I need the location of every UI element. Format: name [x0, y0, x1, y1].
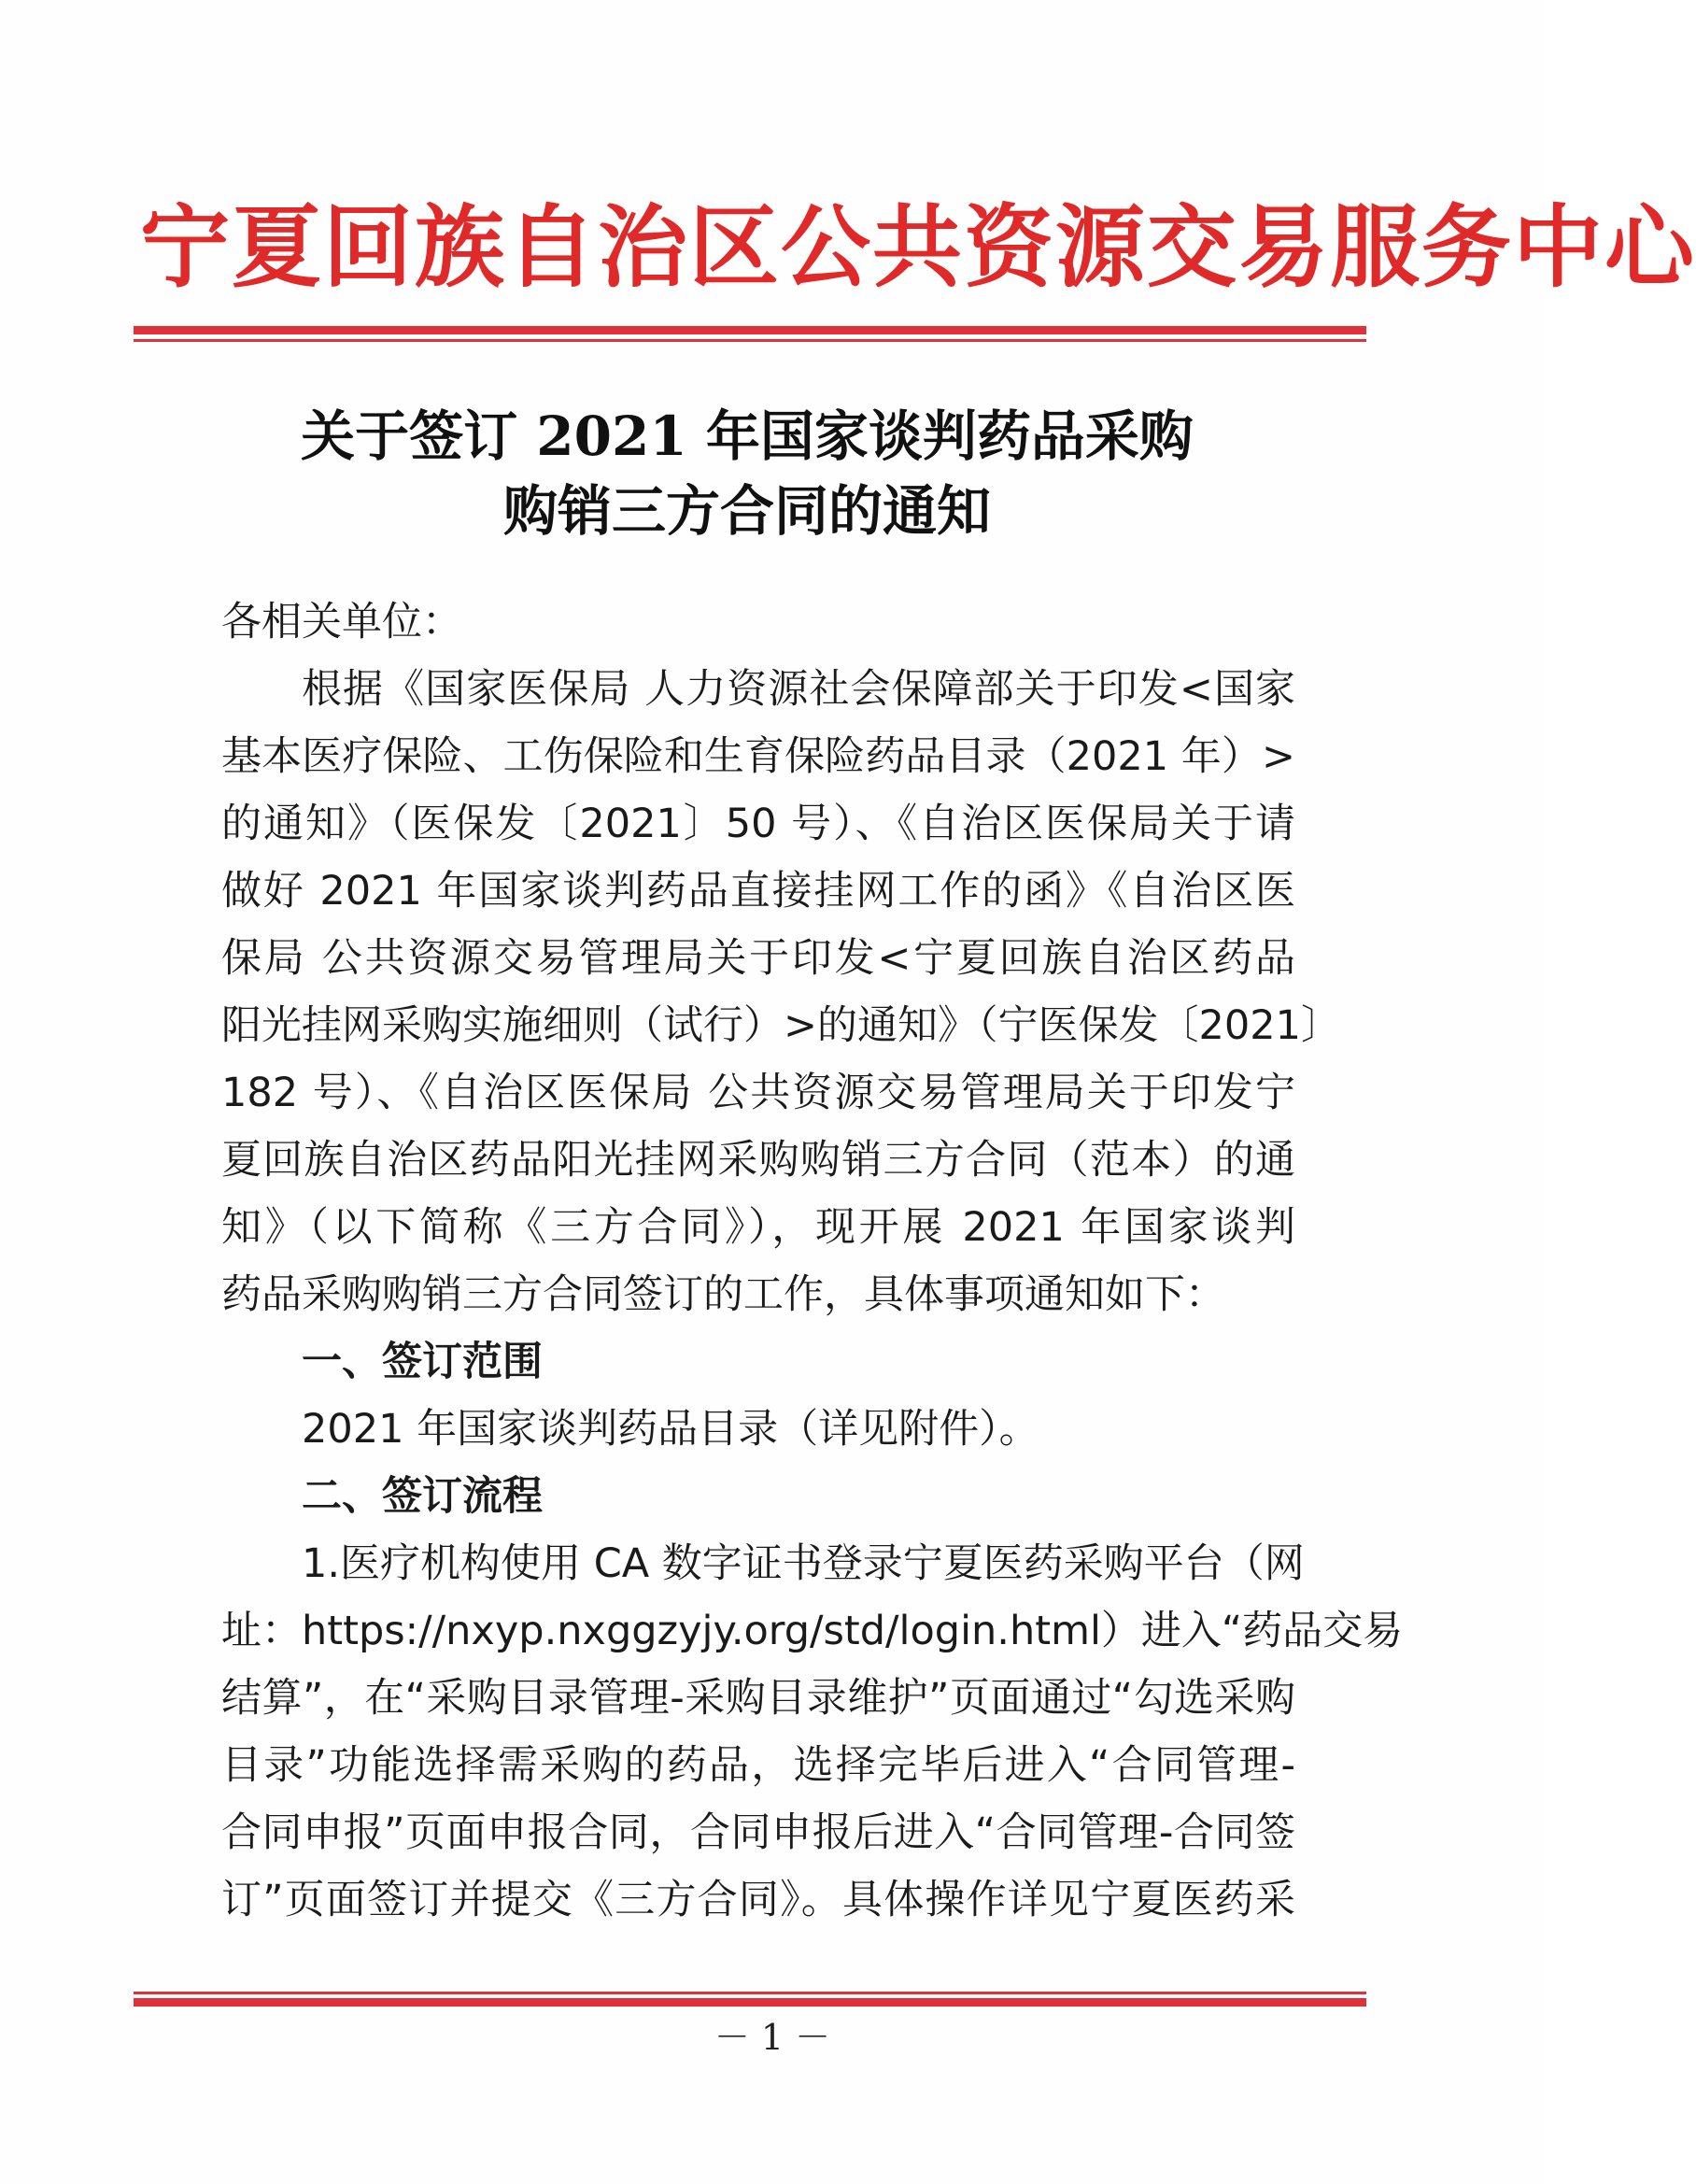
header-rule-thick	[134, 326, 1366, 334]
body-line: 阳光挂网采购实施细则（试行）>的通知》（宁医保发〔2021〕	[221, 1002, 1341, 1049]
section-heading-process: 二、签订流程	[302, 1473, 543, 1520]
page-number: － 1 －	[714, 2017, 831, 2058]
body-line: 结算”，在“采购目录管理-采购目录维护”页面通过“勾选采购	[221, 1675, 1295, 1722]
section-heading-scope: 一、签订范围	[302, 1339, 543, 1385]
footer-rule-thin	[134, 1992, 1366, 1994]
header-rule-thin	[134, 339, 1366, 342]
body-line: 夏回族自治区药品阳光挂网采购购销三方合同（范本）的通	[221, 1137, 1295, 1184]
body-line: 182 号）、《自治区医保局 公共资源交易管理局关于印发宁	[221, 1070, 1295, 1116]
body-line: 药品采购购销三方合同签订的工作，具体事项通知如下：	[221, 1271, 1225, 1318]
body-line: 目录”功能选择需采购的药品，选择完毕后进入“合同管理-	[221, 1742, 1295, 1789]
body-line: 合同申报”页面申报合同，合同申报后进入“合同管理-合同签	[221, 1809, 1295, 1856]
footer-rule-thick	[134, 1998, 1366, 2007]
body-line: 的通知》（医保发〔2021〕50 号）、《自治区医保局关于请	[221, 801, 1295, 847]
body-line: 根据《国家医保局 人力资源社会保障部关于印发<国家	[302, 666, 1295, 713]
document-title-line-2: 购销三方合同的通知	[502, 479, 991, 543]
body-line: 址：https://nxyp.nxggzyjy.org/std/login.html）进入“药品交易	[221, 1608, 1404, 1654]
body-line: 1.医疗机构使用 CA 数字证书登录宁夏医药采购平台（网	[302, 1540, 1305, 1587]
organization-header: 宁夏回族自治区公共资源交易服务中心	[140, 194, 1696, 300]
body-line: 做好 2021 年国家谈判药品直接挂网工作的函》《自治区医	[221, 868, 1295, 915]
body-line: 基本医疗保险、工伤保险和生育保险药品目录（2021 年）>	[221, 733, 1295, 780]
body-line: 知》（以下简称《三方合同》），现开展 2021 年国家谈判	[221, 1204, 1295, 1251]
body-line: 订”页面签订并提交《三方合同》。具体操作详见宁夏医药采	[221, 1877, 1295, 1923]
body-line: 保局 公共资源交易管理局关于印发<宁夏回族自治区药品	[221, 935, 1295, 982]
salutation: 各相关单位：	[221, 599, 462, 645]
section-scope-text: 2021 年国家谈判药品目录（详见附件）。	[302, 1406, 1039, 1453]
document-title-line-1: 关于签订 2021 年国家谈判药品采购	[301, 404, 1194, 468]
